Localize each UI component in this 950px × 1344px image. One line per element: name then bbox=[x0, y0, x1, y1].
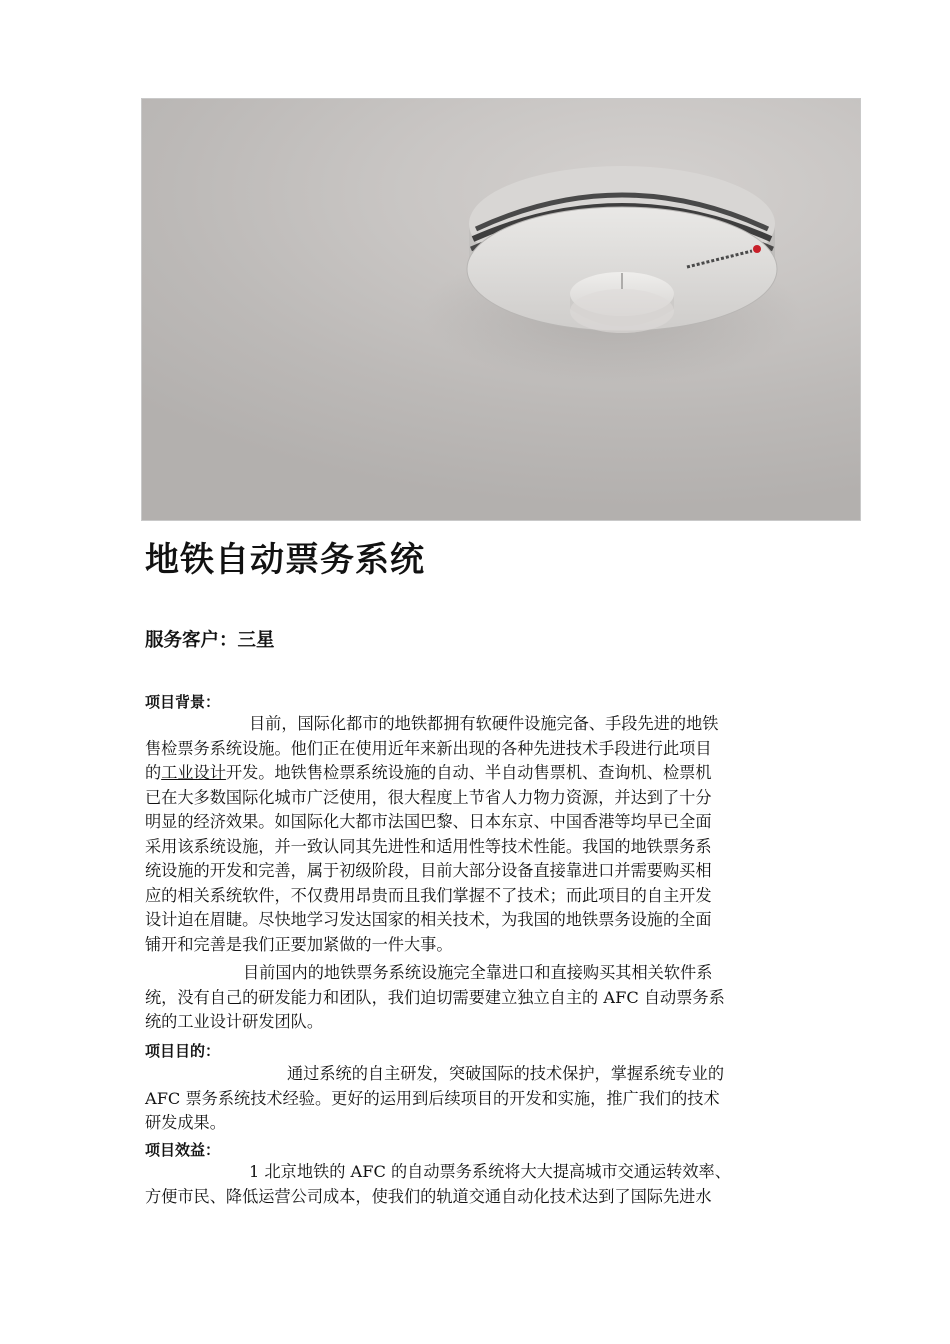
text-line: 售检票务系统设施。他们正在使用近年来新出现的各种先进技术手段进行此项目 bbox=[145, 738, 712, 758]
section-heading-background: 项目背景： bbox=[145, 693, 221, 711]
text-line: 目前，国际化都市的地铁都拥有软硬件设施完备、手段先进的地铁 bbox=[249, 714, 719, 733]
benefit-paragraph bbox=[145, 1160, 815, 1209]
text-line: 设计迫在眉睫。尽快地学习发达国家的相关技术，为我国的地铁票务设施的全面 bbox=[145, 910, 712, 929]
text-line: 研发成果。 bbox=[145, 1113, 226, 1132]
section-heading-benefit: 项目效益： bbox=[145, 1141, 221, 1159]
product-photo bbox=[141, 98, 861, 521]
text-line: 1 北京地铁的 AFC 的自动票务系统将大大提高城市交通运转效率、 bbox=[249, 1162, 731, 1181]
text-line: 目前国内的地铁票务系统设施完全靠进口和直接购买其相关软件系 bbox=[243, 963, 713, 982]
text-line: 方便市民、降低运营公司成本，使我们的轨道交通自动化技术达到了国际先进水 bbox=[145, 1186, 712, 1206]
text-span: 开发。地铁售检票系统设施的自动、半自动售票机、查询机、检票机 bbox=[225, 763, 712, 782]
text-line: 采用该系统设施，并一致认同其先进性和适用性等技术性能。我国的地铁票务系 bbox=[145, 836, 712, 856]
purpose-paragraph bbox=[145, 1062, 815, 1136]
background-paragraph-1 bbox=[145, 712, 815, 957]
smoke-detector-illustration bbox=[142, 99, 861, 521]
section-heading-purpose: 项目目的： bbox=[145, 1042, 221, 1060]
text-line: 应的相关系统软件，不仅费用昂贵而且我们掌握不了技术；而此项目的自主开发 bbox=[145, 885, 712, 905]
text-line: 通过系统的自主研发，突破国际的技术保护，掌握系统专业的 bbox=[287, 1064, 725, 1083]
text-line: 统设施的开发和完善，属于初级阶段，目前大部分设备直接靠进口并需要购买相 bbox=[145, 861, 712, 880]
page-title: 地铁自动票务系统 bbox=[145, 540, 425, 580]
text-span: 的 bbox=[145, 763, 162, 782]
text-line: 统的工业设计研发团队。 bbox=[145, 1012, 324, 1031]
client-label: 服务客户：三星 bbox=[145, 630, 275, 651]
text-line: 已在大多数国际化城市广泛使用，很大程度上节省人力物力资源，并达到了十分 bbox=[145, 787, 712, 807]
background-paragraph-2 bbox=[145, 961, 815, 1035]
text-line: 统，没有自己的研发能力和团队，我们迫切需要建立独立自主的 AFC 自动票务系 bbox=[145, 987, 725, 1007]
text-line bbox=[145, 761, 815, 786]
text-line: AFC 票务系统技术经验。更好的运用到后续项目的开发和实施，推广我们的技术 bbox=[145, 1088, 720, 1108]
industrial-design-link[interactable]: 工业设计 bbox=[161, 763, 226, 782]
text-line: 明显的经济效果。如国际化大都市法国巴黎、日本东京、中国香港等均早已全面 bbox=[145, 812, 712, 831]
text-line: 铺开和完善是我们正要加紧做的一件大事。 bbox=[145, 934, 453, 954]
